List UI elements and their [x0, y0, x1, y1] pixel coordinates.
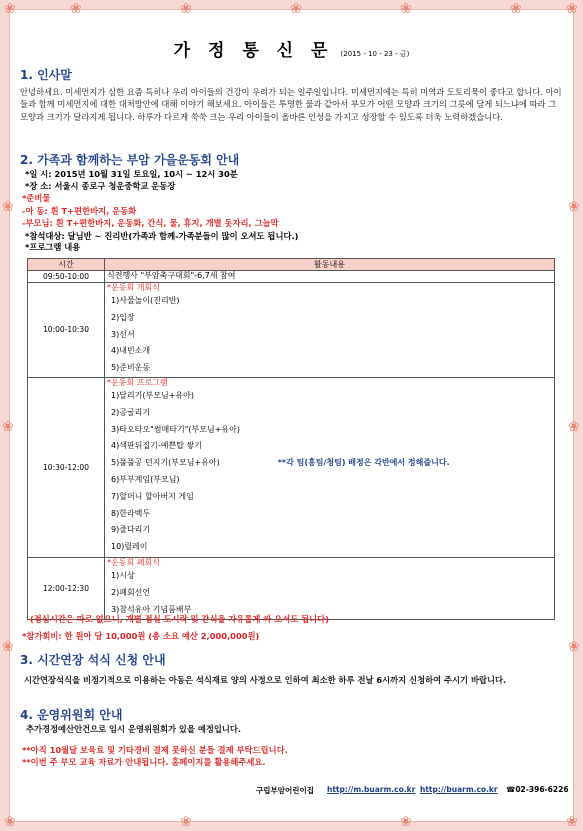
activity-item: 4)내빈소개	[111, 346, 151, 356]
supplies-label: *준비물	[22, 193, 51, 203]
activity-item	[107, 455, 554, 472]
header-time: 시간	[28, 259, 105, 271]
row-activity-header: *운동회 폐회식	[107, 557, 160, 567]
supplies-parent: -부모님: 흰 T+편한바지, 운동화, 간식, 물, 휴지, 개별 돗자리, 그늘막	[22, 218, 279, 228]
table-row	[28, 271, 555, 283]
footer-org: 구립부암어린이집	[256, 786, 314, 795]
activity-item: 8)한라백두	[111, 508, 151, 518]
flower-icon: ❀	[2, 639, 14, 655]
activity-item: 2)공굴리기	[111, 407, 151, 417]
note-education: **이번 주 부모 교육 자료가 안내됩니다. 홈페이지를 활용해주세요.	[22, 757, 266, 767]
row-time: 10:00-10:30	[28, 283, 105, 378]
footer-link-homepage[interactable]: http://buarm.co.kr	[420, 785, 498, 794]
activity-item: 5)준비운동	[111, 363, 151, 373]
table-header-row	[28, 259, 555, 271]
section-heading-sports-day: 2. 가족과 함께하는 부암 가을운동회 안내	[20, 153, 240, 167]
row-activity	[105, 377, 555, 557]
flower-icon: ❀	[2, 199, 14, 215]
section-heading-greeting: 1. 인사말	[20, 68, 72, 82]
table-row	[28, 377, 555, 557]
activity-item: 10)릴레이	[111, 542, 148, 552]
activity-item: 1)사물놀이(진리반)	[111, 296, 180, 305]
row-time: 12:00-12:30	[28, 557, 105, 619]
activity-item: 2)입장	[111, 312, 135, 322]
flower-icon: ❀	[568, 199, 580, 215]
flower-icon: ❀	[400, 1, 412, 17]
activity-item: 4)색판뒤집기-예쁜탑 쌓기	[111, 441, 202, 451]
row-activity-header: *운동회 프로그램	[107, 377, 168, 387]
row-activity	[105, 557, 555, 619]
event-date: *일 시: 2015년 10월 31일 토요일, 10시 ~ 12시 30분	[25, 169, 238, 179]
row-activity	[105, 283, 555, 378]
supplies-child: -아 동: 흰 T+편한바지, 운동화	[22, 206, 137, 216]
flower-icon: ❀	[566, 1, 578, 17]
title-date: (2015 - 10 - 23 - 금)	[340, 50, 410, 58]
lunch-note: (점심시간은 따로 없으니, 개별 점심 도시락 및 간식을 자유롭게 싸 오셔도 됩니다)	[30, 614, 329, 624]
committee-text: 추가경정예산안건으로 임시 운영위원회가 있을 예정입니다.	[26, 724, 242, 734]
activity-item: 9)줄다리기	[111, 525, 151, 535]
flower-icon: ❀	[2, 419, 14, 435]
flower-icon: ❀	[568, 419, 580, 435]
footer-phone: ☎02-396-6226	[506, 785, 569, 794]
footer-link-mobile[interactable]: http://m.buarm.co.kr	[327, 785, 416, 794]
activity-item: 3)타오타오"썸매타기"(부모님+유아)	[111, 424, 240, 434]
row-time: 10:30-12:00	[28, 377, 105, 557]
attendees: *참석대상: 달님반 ~ 진리반(가족과 함께-가족분들이 많이 오셔도 됩니다.)	[25, 231, 299, 241]
activity-item: 7)할머니 할아버지 게임	[111, 491, 194, 501]
activity-item: 2)폐회선언	[111, 587, 151, 597]
title-text: 가 정 통 신 문	[173, 41, 334, 61]
flower-icon: ❀	[290, 1, 302, 17]
row-activity-header: *운동회 개회식	[107, 283, 160, 292]
activity-item: 1)시상	[111, 570, 135, 580]
row-time: 09:50-10:00	[28, 271, 105, 283]
section-heading-committee: 4. 운영위원회 안내	[20, 708, 123, 722]
activity-item: 6)부부계임(부모님)	[111, 474, 180, 484]
table-row	[28, 283, 555, 378]
flower-icon: ❀	[566, 814, 578, 830]
program-table	[27, 258, 555, 620]
flower-icon: ❀	[70, 1, 82, 17]
flower-icon: ❀	[400, 814, 412, 830]
document-title	[0, 36, 583, 61]
row-activity-header: 식전행사 "부암축구대회"-6,7세 참여	[107, 271, 236, 280]
flower-icon: ❀	[180, 1, 192, 17]
activity-item: 3)선서	[111, 329, 135, 339]
flower-icon: ❀	[4, 1, 16, 17]
team-assignment-note: **각 팀(홍팀/청팀) 배정은 각반에서 정해줍니다.	[277, 458, 450, 468]
flower-icon: ❀	[4, 814, 16, 830]
activity-item-text: 5)풀풀공 던지기(부모님+유아)	[111, 458, 220, 468]
table-row	[28, 557, 555, 619]
activity-item: 3)참석유아 기념품배부	[111, 604, 192, 614]
row-activity	[105, 271, 555, 283]
flower-icon: ❀	[568, 639, 580, 655]
flower-icon: ❀	[180, 814, 192, 830]
note-payment: **아직 10월달 보육료 및 기타경비 결제 못하신 분들 결제 부탁드립니다.	[22, 745, 288, 755]
greeting-text: 안녕하세요. 미세먼지가 심한 요즘 특히나 우리 아이들의 건강이 우려가 되는 일주일입니다. 미세먼지에는 특히 미역과 도토리묵이 좋다고 합니다. 아이들과 함께 미세먼지에 대한 대처방안에 대해 이야기 해보세요. 아이들은 투명한 물과 같아서 부모가 어떤 모양과 크기의 그릇에 담게 되느냐에 따라 그 모양과 크기가 달라지게 됩니다. 하루가 다르게 쑥쑥 크는 우리 아이들이 올바른 인성을 가지고 성장할 수 있도록 더욱 노력하겠습니다.	[20, 87, 562, 122]
program-label: *프로그램 내용	[25, 242, 81, 252]
header-activity: 활동내용	[105, 259, 555, 271]
event-place: *장 소: 서울시 종로구 청운중학교 운동장	[25, 181, 176, 191]
fee-note: *참가회비: 한 원아 당 10,000원 (총 소요 예산 2,000,000원)	[22, 631, 260, 641]
activity-item: 1)달리기(부모님+유아)	[111, 390, 194, 400]
dinner-text: 시간연장석식을 비정기적으로 이용하는 아동은 석식재료 양의 사정으로 인하여 최소한 하루 전날 6시까지 신청하여 주시기 바랍니다.	[24, 675, 507, 685]
flower-icon: ❀	[510, 1, 522, 17]
section-heading-dinner: 3. 시간연장 석식 신청 안내	[20, 653, 166, 667]
